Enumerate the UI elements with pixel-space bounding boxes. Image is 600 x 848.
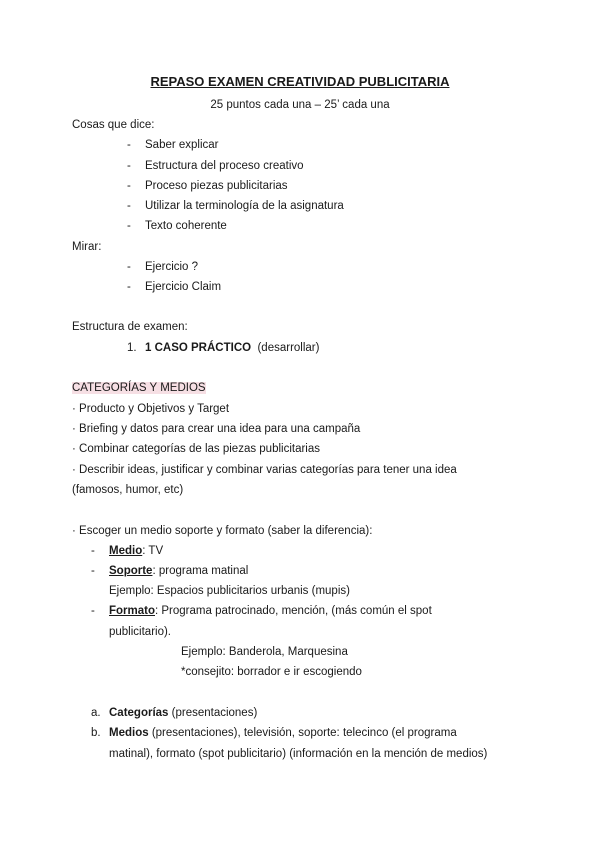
list-dash: - [127,180,131,192]
formato-label: Formato [109,605,155,617]
list-dash: - [91,605,95,617]
formato-text: : Programa patrocinado, mención, (más común el spot [155,605,432,617]
page-title: REPASO EXAMEN CREATIVIDAD PUBLICITARIA [150,74,450,89]
soporte-label: Soporte [109,565,153,577]
estructura-item-bold: 1 CASO PRÁCTICO [145,342,252,354]
consejo-note: *consejito: borrador e ir escogiendo [181,666,362,678]
lista-item-b [109,726,457,740]
list-item: Ejercicio Claim [145,281,222,293]
list-item: Texto coherente [145,220,227,232]
list-item: Ejercicio ? [145,261,199,273]
lista-b-rest: (presentaciones), televisión, soporte: telecinco (el programa [148,727,457,739]
list-dash: - [127,281,131,293]
text-line: · Producto y Objetivos y Target [72,403,230,415]
estructura-item-rest: (desarrollar) [257,342,320,354]
medio-label: Medio [109,545,143,557]
text-line: · Combinar categorías de las piezas publicitarias [72,443,321,455]
section-heading [72,381,206,395]
formato-item [109,604,432,618]
formato-text-continued: publicitario). [109,626,171,638]
cosas-heading: Cosas que dice: [72,119,155,131]
lista-a-bold: Categorías [109,707,169,719]
list-dash: - [127,200,131,212]
lista-a-rest: (presentaciones) [168,707,258,719]
lista-item-a [109,706,257,720]
text-line: · Describir ideas, justificar y combinar varias categorías para tener una idea [72,464,457,476]
list-dash: - [127,261,131,273]
list-dash: - [91,565,95,577]
page-subtitle: 25 puntos cada una – 25’ cada una [210,99,390,111]
list-dash: - [127,160,131,172]
list-marker: b. [91,727,101,739]
formato-example: Ejemplo: Banderola, Marquesina [181,646,348,658]
soporte-item [109,564,248,578]
list-dash: - [127,139,131,151]
list-item: Proceso piezas publicitarias [145,180,288,192]
list-dash: - [91,545,95,557]
list-item: Saber explicar [145,139,219,151]
list-dash: - [127,220,131,232]
list-item: Estructura del proceso creativo [145,160,304,172]
medio-item [109,544,163,558]
medio-intro: · Escoger un medio soporte y formato (saber la diferencia): [72,525,373,537]
medio-text: : TV [142,545,164,557]
list-item: Utilizar la terminología de la asignatura [145,200,344,212]
categorias-heading: CATEGORÍAS Y MEDIOS [72,382,206,394]
text-line: · Briefing y datos para crear una idea para una campaña [72,423,361,435]
estructura-item [145,341,319,355]
list-marker: a. [91,707,101,719]
estructura-heading: Estructura de examen: [72,321,188,333]
soporte-text: : programa matinal [152,565,249,577]
text-line: (famosos, humor, etc) [72,484,184,496]
lista-b-continued: matinal), formato (spot publicitario) (información en la mención de medios) [109,748,488,760]
soporte-example: Ejemplo: Espacios publicitarios urbanis (mupis) [109,585,350,597]
list-number: 1. [127,342,137,354]
mirar-heading: Mirar: [72,241,102,253]
lista-b-bold: Medios [109,727,149,739]
